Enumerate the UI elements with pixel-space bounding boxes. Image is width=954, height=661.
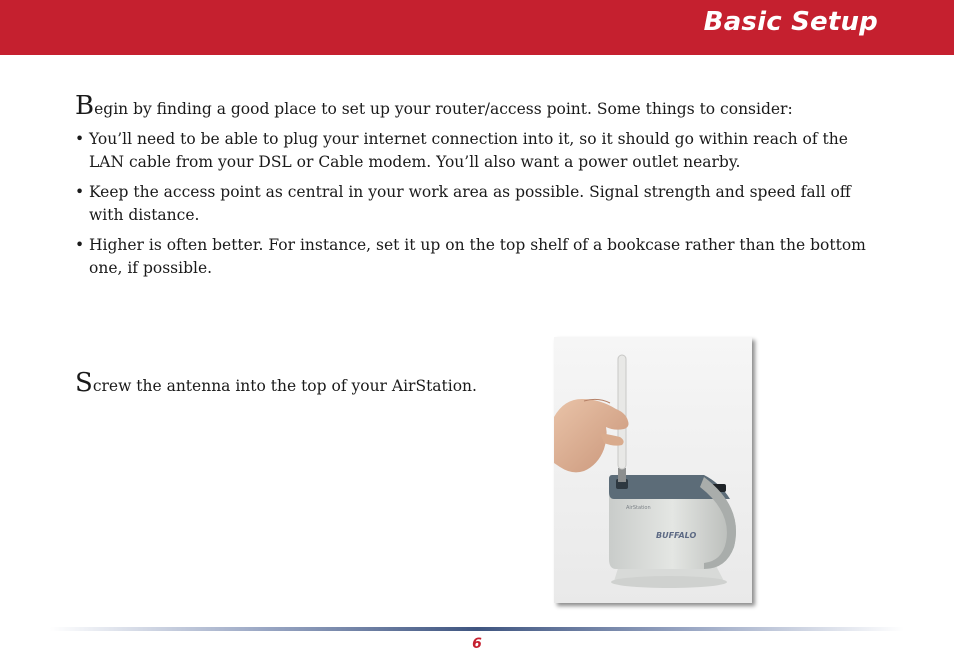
list-item — [75, 181, 879, 227]
stand-base — [611, 576, 727, 588]
intro-text: egin by finding a good place to set up your router/access point. Some things to consider: — [94, 100, 793, 118]
airstation-label: AirStation — [626, 505, 651, 511]
page-number: 6 — [472, 636, 482, 652]
bullet-icon: • — [75, 183, 85, 201]
bullet-icon: • — [75, 236, 85, 254]
list-item — [75, 234, 879, 280]
brand-logo: BUFFALO — [656, 531, 697, 540]
antenna-instruction-text: crew the antenna into the top of your AirStation. — [92, 377, 477, 395]
list-item-text: Higher is often better. For instance, set it up on the top shelf of a bookcase rather than the bottom one, if possible. — [89, 236, 866, 277]
bullet-icon: • — [75, 130, 85, 148]
section-title: Basic Setup — [703, 7, 878, 37]
antenna-instruction — [75, 368, 477, 398]
intro-dropcap: B — [75, 91, 95, 121]
router-photo — [554, 337, 752, 603]
page-header — [0, 0, 954, 55]
main-content — [75, 91, 881, 287]
antenna-dropcap: S — [75, 368, 93, 398]
footer-divider — [50, 627, 904, 631]
list-item — [75, 128, 879, 174]
list-item-text: Keep the access point as central in your work area as possible. Signal strength and speed fall off with distance. — [89, 183, 851, 224]
intro-paragraph — [75, 91, 881, 121]
router-illustration — [554, 337, 752, 603]
list-item-text: You’ll need to be able to plug your internet connection into it, so it should go within reach of the LAN cable from your DSL or Cable modem. You’ll also want a power outlet nearby. — [89, 130, 848, 171]
antenna-connector — [618, 468, 626, 482]
consideration-list — [75, 128, 881, 280]
